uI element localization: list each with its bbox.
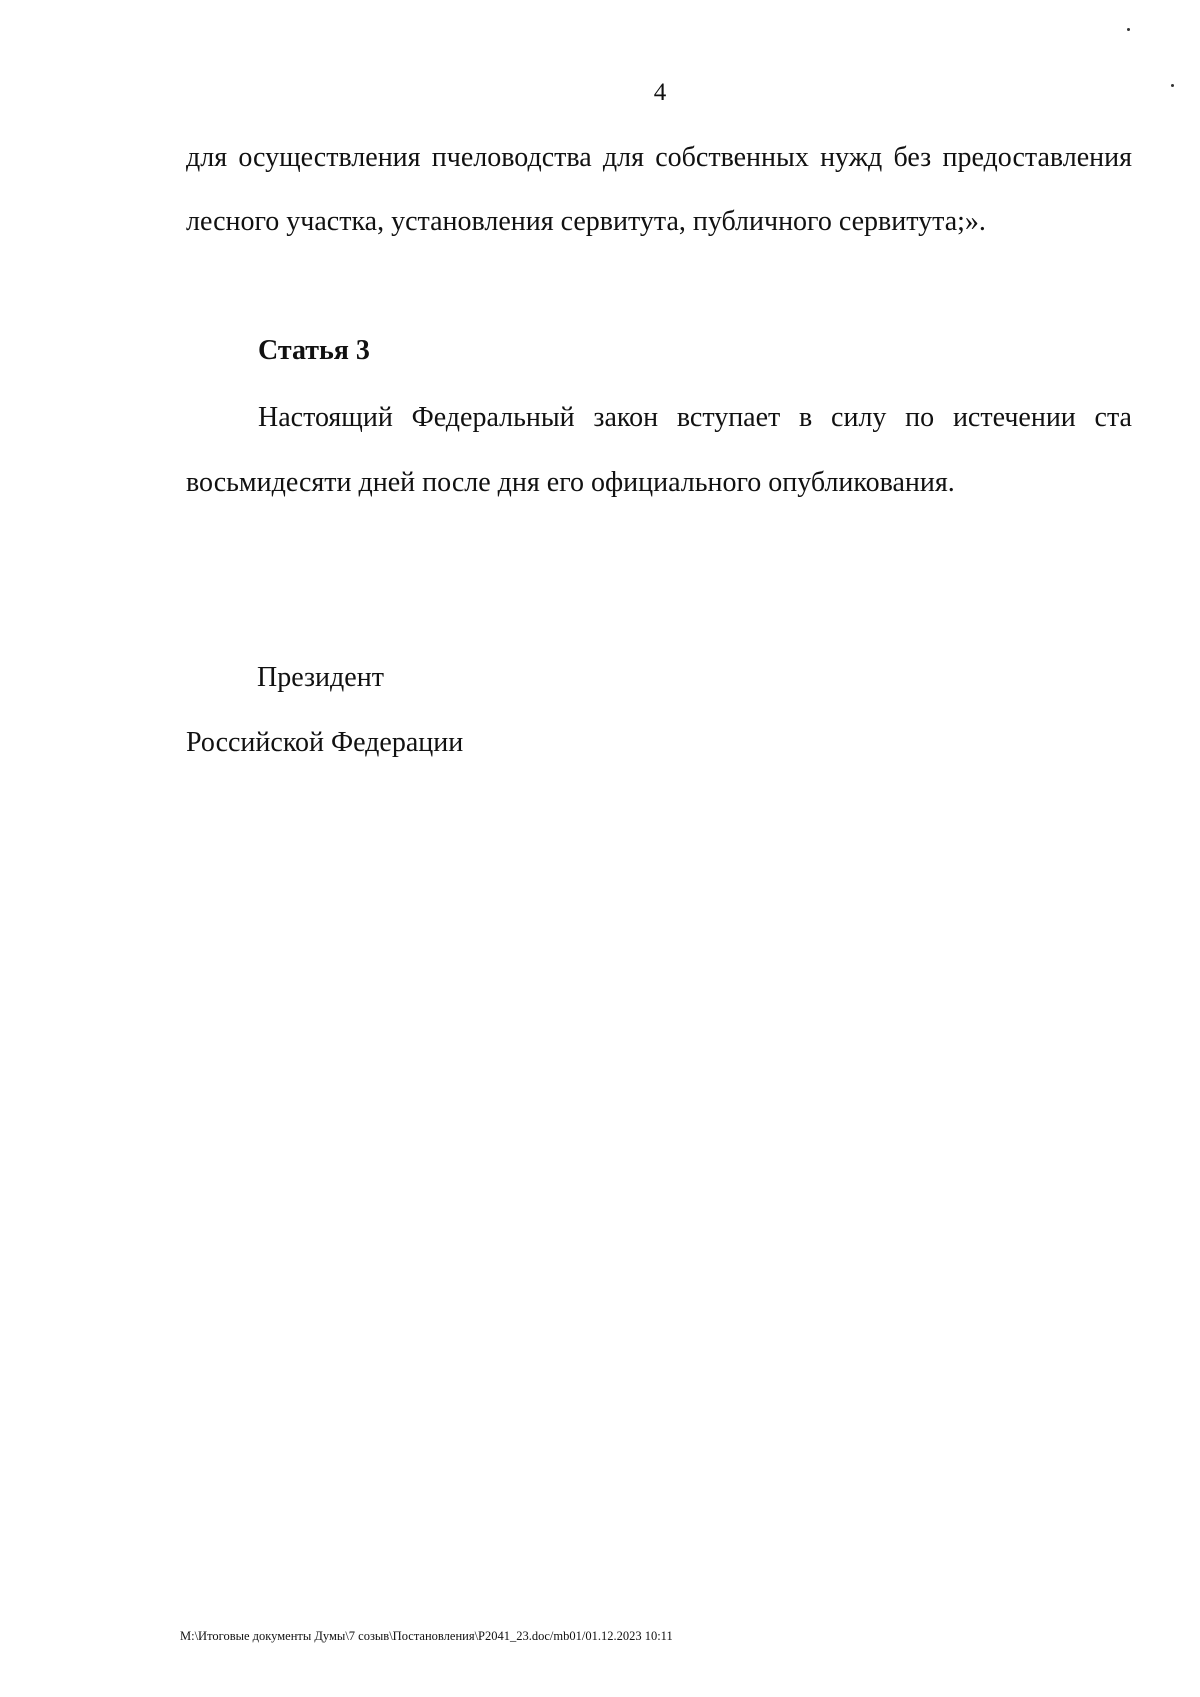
signature-organization: Российской Федерации — [186, 727, 464, 758]
article-heading: Статья 3 — [258, 335, 370, 366]
continuation-line-1: для осуществления пчеловодства для собственных нужд без предоставления — [186, 142, 1132, 173]
scan-speck — [1127, 28, 1130, 31]
scan-speck — [1171, 84, 1174, 87]
continuation-line-2: лесного участка, установления сервитута, публичного сервитута;». — [186, 206, 986, 237]
article-text-line-2: восьмидесяти дней после дня его официального опубликования. — [186, 467, 955, 498]
footer-file-path: M:\Итоговые документы Думы\7 созыв\Постановления\P2041_23.doc/mb01/01.12.2023 10:11 — [180, 1629, 673, 1643]
page-number: 4 — [653, 79, 667, 106]
article-text-line-1: Настоящий Федеральный закон вступает в силу по истечении ста — [258, 402, 1132, 433]
signature-title: Президент — [257, 662, 384, 693]
